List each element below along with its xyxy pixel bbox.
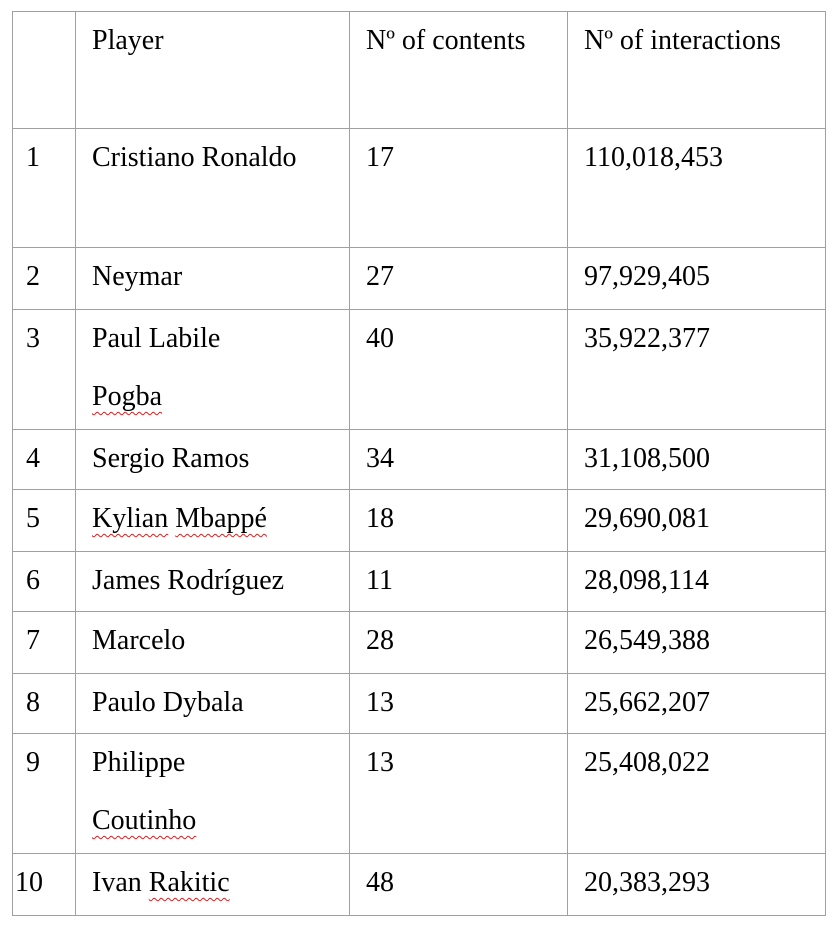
player-cell: Cristiano Ronaldo [76,129,350,248]
player-cell: Neymar [76,248,350,310]
contents-cell: 28 [350,612,568,674]
header-rank-cell [13,12,76,129]
player-first-name: Philippe [92,747,186,778]
table-row [13,129,826,248]
rank-cell: 1 [13,129,76,248]
table-row [13,490,826,552]
header-contents-cell: Nº of contents [350,12,568,129]
interactions-cell: 29,690,081 [568,490,826,552]
player-surname: Coutinho [92,805,197,836]
interactions-cell: 110,018,453 [568,129,826,248]
table-header-row [13,12,826,129]
interactions-cell: 97,929,405 [568,248,826,310]
player-cell: Paulo Dybala [76,674,350,734]
player-first-name: Paul Labile [92,323,221,354]
player-cell [76,734,350,854]
player-cell [76,854,350,916]
rank-cell: 7 [13,612,76,674]
interactions-cell: 31,108,500 [568,430,826,490]
table-row [13,430,826,490]
contents-cell: 13 [350,734,568,854]
interactions-cell: 35,922,377 [568,310,826,430]
player-cell: Sergio Ramos [76,430,350,490]
player-surname: Mbappé [175,503,267,534]
rank-cell: 6 [13,552,76,612]
rank-cell: 3 [13,310,76,430]
rank-cell: 9 [13,734,76,854]
contents-cell: 48 [350,854,568,916]
interactions-cell: 20,383,293 [568,854,826,916]
rank-cell: 2 [13,248,76,310]
contents-cell: 18 [350,490,568,552]
contents-cell: 34 [350,430,568,490]
player-cell [76,310,350,430]
rank-cell: 4 [13,430,76,490]
player-first-name: Ivan [92,867,142,898]
contents-cell: 27 [350,248,568,310]
player-cell: James Rodríguez [76,552,350,612]
player-interactions-table [12,11,826,916]
contents-cell: 40 [350,310,568,430]
header-interactions-cell: Nº of interactions [568,12,826,129]
table-row [13,734,826,854]
player-cell [76,490,350,552]
table-row [13,854,826,916]
contents-cell: 17 [350,129,568,248]
table-row [13,310,826,430]
interactions-cell: 28,098,114 [568,552,826,612]
player-surname: Pogba [92,381,162,412]
table-row [13,248,826,310]
rank-cell: 10 [13,854,76,916]
table-row [13,552,826,612]
rank-cell: 5 [13,490,76,552]
contents-cell: 11 [350,552,568,612]
player-cell: Marcelo [76,612,350,674]
header-player-cell: Player [76,12,350,129]
table-row [13,674,826,734]
interactions-cell: 25,408,022 [568,734,826,854]
player-first-name: Kylian [92,503,169,534]
rank-cell: 8 [13,674,76,734]
player-surname: Rakitic [148,867,230,898]
interactions-cell: 25,662,207 [568,674,826,734]
table-row [13,612,826,674]
contents-cell: 13 [350,674,568,734]
interactions-cell: 26,549,388 [568,612,826,674]
